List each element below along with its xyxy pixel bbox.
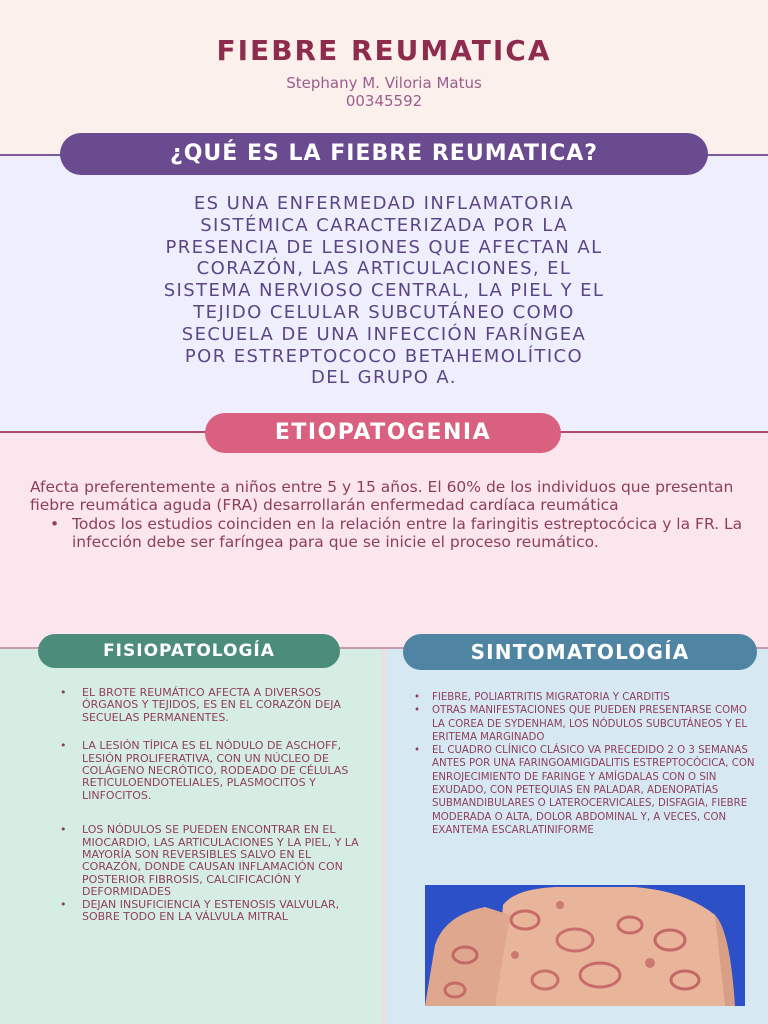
list-item: • EL BROTE REUMÁTICO AFECTA A DIVERSOS ÓRGANOS Y TEJIDOS, ES EN EL CORAZÓN DEJA SECUELAS PERMANENTES. [60, 687, 360, 724]
student-id: 00345592 [345, 92, 423, 110]
sinto-list [414, 691, 759, 837]
que-line: ES UNA ENFERMEDAD INFLAMATORIA [193, 193, 575, 214]
que-line: SISTÉMICA CARACTERIZADA POR LA [200, 214, 568, 236]
author-name: Stephany M. Viloria Matus [286, 74, 482, 92]
etio-list [50, 515, 750, 552]
list-item: • OTRAS MANIFESTACIONES QUE PUEDEN PRESENTARSE COMO LA COREA DE SYDENHAM, LOS NÓDULOS SUBCUTÁNEOS Y EL ERITEMA MARGINADO [414, 704, 759, 744]
page-title: FIEBRE REUMATICA [216, 34, 552, 67]
erythema-photo [425, 885, 745, 1006]
list-item: • DEJAN INSUFICIENCIA Y ESTENOSIS VALVULAR, SOBRE TODO EN LA VÁLVULA MITRAL [60, 899, 360, 924]
que-line: POR ESTREPTOCOCO BETAHEMOLÍTICO [184, 345, 584, 367]
etiopatogenia-text [30, 478, 750, 552]
que-line: DEL GRUPO A. [311, 367, 457, 389]
que-es-text [60, 193, 708, 389]
que-line: SECUELA DE UNA INFECCIÓN FARÍNGEA [181, 323, 587, 345]
list-item: • Todos los estudios coinciden en la relación entre la faringitis estreptocócica y la FR. La infección debe ser faríngea para que se inicie el proceso reumático. [50, 515, 750, 552]
list-item: • EL CUADRO CLÍNICO CLÁSICO VA PRECEDIDO 2 O 3 SEMANAS ANTES POR UNA FARINGOAMIGDALITIS ESTREPTOCÓCICA, CON ENROJECIMIENTO DE FARINGE Y AMÍGDALAS CON O SIN EXUDADO, CON PETEQUIAS EN PALADAR, ADENOPATÍAS SUBMANDIBULARES O LATEROCERVICALES, DISFAGIA, FIEBRE MODERADA O ALTA, DOLOR ABDOMINAL Y, A VECES, CON EXANTEMA ESCARLATINIFORME [414, 744, 759, 837]
que-line: SISTEMA NERVIOSO CENTRAL, LA PIEL Y EL [163, 280, 605, 302]
list-item: • FIEBRE, POLIARTRITIS MIGRATORIA Y CARDITIS [414, 691, 759, 704]
heading-fisiopatologia: FISIOPATOLOGÍA [38, 634, 340, 668]
column-divider [382, 649, 386, 1024]
etio-paragraph: Afecta preferentemente a niños entre 5 y 15 años. El 60% de los individuos que presentan fiebre reumática aguda (FRA) desarrollarán enfermedad cardíaca reumática [30, 478, 734, 515]
fisio-list [60, 687, 360, 924]
list-item: • LA LESIÓN TÍPICA ES EL NÓDULO DE ASCHOFF, LESIÓN PROLIFERATIVA, CON UN NÚCLEO DE COLÁGENO NECRÓTICO, RODEADO DE CÉLULAS RETICULOENDOTELIALES, PLASMOCITOS Y LINFOCITOS. [60, 740, 360, 802]
que-line: PRESENCIA DE LESIONES QUE AFECTAN AL [165, 236, 603, 258]
list-item: • LOS NÓDULOS SE PUEDEN ENCONTRAR EN EL MIOCARDIO, LAS ARTICULACIONES Y LA PIEL, Y LA MAYORÍA SON REVERSIBLES SALVO EN EL CORAZÓN, DONDE CAUSAN INFLAMACIÓN CON POSTERIOR FIBROSIS, CALCIFICACIÓN Y DEFORMIDADES [60, 824, 360, 898]
heading-sintomatologia: SINTOMATOLOGÍA [403, 634, 757, 670]
author-block [0, 74, 768, 110]
heading-etiopatogenia: ETIOPATOGENIA [205, 413, 561, 453]
que-line: TEJIDO CELULAR SUBCUTÁNEO COMO [193, 301, 575, 323]
erythema-image [425, 885, 745, 1006]
que-line: CORAZÓN, LAS ARTICULACIONES, EL [196, 258, 572, 280]
heading-que-es: ¿QUÉ ES LA FIEBRE REUMATICA? [60, 133, 708, 175]
